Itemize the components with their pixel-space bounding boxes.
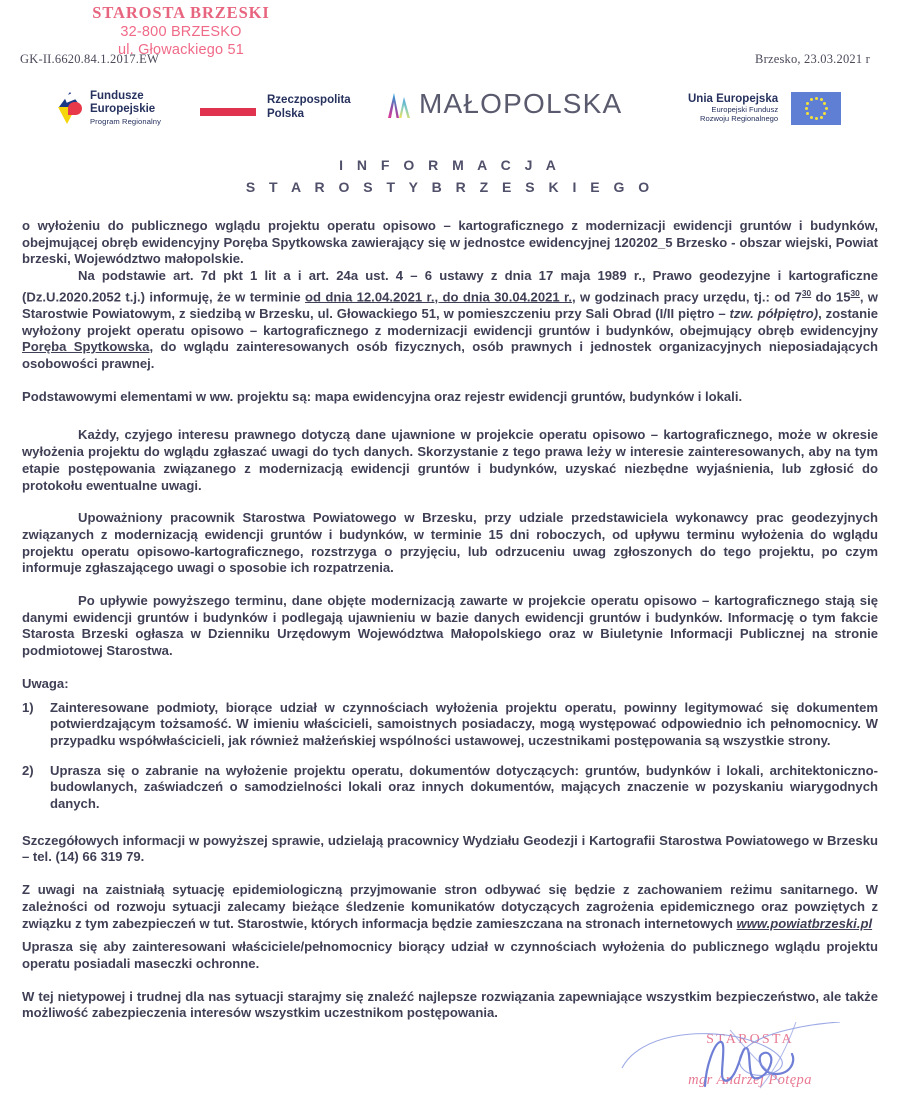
eu-star-icon [805,107,808,110]
unia-europejska-logo [688,92,841,125]
page-title [0,155,900,198]
note-marker-2: 2) [22,762,34,778]
letterhead-postal: 32-800 BRZESKO [120,23,242,40]
paragraph-elements: Podstawowymi elementami w ww. projektu są: mapa ewidencyjna oraz rejestr ewidencji gruntów, budynków i lokali. [22,388,743,404]
p2-part-e: , zostanie wyłożony projekt operatu opisowo – kartograficznego z modernizacji ewidencji gruntów i budynków, obejmujący obręb ewidencyjny [22,305,878,338]
p6-text: Po upływie powyższego terminu, dane objęte modernizacją zawarte w projekcie operatu opisowo – kartograficznego stają się danymi ewidencji gruntów i budynków i podlegają ujawnieniu w bazie danych ewidencji gruntów i budynków. Informację o tym fakcie Starosta Brzeski ogłasza w Dzienniku Urzędowym Województwa Małopolskiego oraz w Biuletynie Informacji Publicznej na stronie podmiotowej Starostwa. [22,593,878,659]
paragraph-contact: Szczegółowych informacji w powyższej sprawie, udzielają pracownicy Wydziału Geodezji i Kartografii Starostwa Powiatowego w Brzesku – tel. (14) 66 319 79. [22,832,878,865]
document-body [22,218,878,1022]
paragraph-masks: Uprasza się aby zainteresowani właściciele/pełnomocnicy biorący udział w czynnościach wyłożenia do publicznego wglądu projektu operatu posiadali maseczki ochronne. [22,939,878,971]
reference-number: GK-II.6620.84.1.2017.EW [20,52,159,66]
paragraph-legal-basis [22,268,878,373]
unia-europejska-line3: Rozwoju Regionalnego [700,114,779,124]
rzeczpospolita-line2: Polska [267,107,305,120]
rzeczpospolita-polska-logo [200,94,351,121]
p2-part-a: Na podstawie art. 7d pkt 1 lit a i art. 24a ust. 4 – 6 ustawy z dnia 17 maja 1989 r., Prawo geodezyjne i kartograficzne (Dz.U.2020.2052 t.j.) informuję, że w terminie [22,268,878,305]
letterhead [16,4,346,59]
page-title-line1: I N F O R M A C J A [339,157,561,173]
p2-precinct-name: Poręba Spytkowska [22,339,150,355]
p4-text: Każdy, czyjego interesu prawnego dotyczą dane ujawnione w projekcie operatu opisowo – kartograficznego, może w okresie wyłożenia projektu do wglądu zgłaszać uwagi do tych danych. Skorzystanie z tego prawa leży w interesie zainteresowanych, aby na tym etapie postępowania związanego z modernizacją ewidencji gruntów i budynków, uzyskać niezbędne wyjaśnienia, lub zgłosić do protokołu ewentualne uwagi. [22,427,878,493]
eu-funding-logo-bar [0,88,900,140]
fundusze-europejskie-mark-icon [58,91,83,125]
eu-star-icon [823,102,826,105]
p2-sup-end: 30 [850,287,860,298]
fundusze-europejskie-logo [58,90,161,127]
list-item [22,762,878,813]
paragraph-epidemic [22,882,878,932]
p2-part-f: , do wglądu zainteresowanych osób fizycznych, osób prawnych i jednostek organizacyjnych nieposiadających osobowości prawnej. [22,339,878,371]
eu-star-icon [810,116,813,119]
eu-star-icon [815,97,818,100]
letterhead-office-name: STAROSTA BRZESKI [92,3,270,22]
paragraph-authorized-employee [22,510,878,577]
list-item [22,699,878,750]
eu-star-icon [815,117,818,120]
signature-title: STAROSTA [706,1032,794,1047]
note-text-1: Zainteresowane podmioty, biorące udział w czynnościach wyłożenia projektu operatu, powinny legitymować się dokumentem potwierdzającym tożsamość. W imieniu właścicieli, samoistnych posiadaczy, mogą występować odpowiednio ich pełnomocnicy. W przypadku współwłaścicieli, jak również małżeńskiej wspólności ustawowej, uczestnikami postępowania są wszystkie strony. [50,699,878,748]
malopolska-wordmark: MAŁOPOLSKA [419,88,623,119]
p2-italic: tzw. półpiętro) [729,305,819,321]
polish-flag-icon [200,99,256,116]
eu-star-icon [810,98,813,101]
powiatbrzeski-link[interactable]: www.powiatbrzeski.pl [736,915,873,931]
eu-star-icon [825,107,828,110]
note-text-2: Uprasza się o zabranie na wyłożenie projektu operatu, dokumentów dotyczących: gruntów, budynków i lokali, architektoniczno-budowlanych, zaświadczeń o samodzielności lokali oraz innych dokumentów, mających znaczenie w pozyskaniu wiarygodnych danych. [50,762,878,812]
eu-star-icon [820,98,823,101]
p2-part-d: , w Starostwie Powiatowym, z siedzibą w Brzesku, ul. Głowackiego 51, w pomieszczeniu przy Sali Obrad (I/II piętro – [22,289,878,321]
paragraph-after-deadline [22,593,878,660]
notes-heading: Uwaga: [22,675,69,691]
p2-dates: od dnia 12.04.2021 r., do dnia 30.04.2021 r., [305,289,576,305]
eu-star-icon [820,116,823,119]
fundusze-europejskie-line3: Program Regionalny [90,117,162,127]
eu-star-icon [823,112,826,115]
malopolska-mark-icon [386,89,412,119]
fundusze-europejskie-line2: Europejskie [90,103,156,116]
paragraph-closing: W tej nietypowej i trudnej dla nas sytuacji starajmy się znaleźć najlepsze rozwiązania zapewniające wszystkim bezpieczeństwo, ale także możliwość zabezpieczenia interesów wszystkim uczestnikom postępowania. [22,988,878,1021]
signature-block [610,1022,890,1102]
unia-europejska-line2: Europejski Fundusz [711,105,779,115]
unia-europejska-line1: Unia Europejska [688,93,779,106]
rzeczpospolita-line1: Rzeczpospolita [267,94,351,106]
eu-flag-icon [791,92,841,125]
page-title-line2: S T A R O S T Y B R Z E S K I E G O [245,178,655,195]
eu-star-icon [806,102,809,105]
eu-star-icon [806,112,809,115]
p5-text: Upoważniony pracownik Starostwa Powiatowego w Brzesku, przy udziale przedstawiciela wykonawcy prac geodezyjnych związanych z modernizacją ewidencji gruntów i budynków, w terminie 15 dni roboczych, od upływu terminu wyłożenia do wglądu projektu operatu opisowo-kartograficznego, rozstrzyga o przyjęciu, lub odrzuceniu uwag zgłoszonych do tego projektu, po czym informuje zgłaszającego uwagi o sposobie ich rozpatrzenia. [22,510,878,576]
p2-part-b: w godzinach pracy urzędu, tj.: od 7 [575,289,802,305]
note-marker-1: 1) [22,699,34,715]
place-and-date: Brzesko, 23.03.2021 r [755,52,870,66]
paragraph-intro: o wyłożeniu do publicznego wglądu projektu operatu opisowo – kartograficznego z modernizacji ewidencji gruntów i budynków, obejmującej obręb ewidencyjny Poręba Spytkowska zawierający się w jednostce ewidencyjnej 120202_5 Brzesko - obszar wiejski, Powiat brzeski, Województwo małopolskie. [22,218,878,267]
p2-sup-start: 30 [801,287,812,298]
letterhead-street: ul. Głowackiego 51 [117,42,245,59]
fundusze-europejskie-line1: Fundusze [90,90,144,102]
malopolska-logo [386,88,622,120]
notes-list [22,700,878,813]
p2-part-c: do 15 [811,289,851,305]
signature-name: mgr Andrzej Potępa [688,1072,812,1088]
p8-text: Z uwagi na zaistniałą sytuację epidemiologiczną przyjmowanie stron odbywać się będzie z zachowaniem reżimu sanitarnego. W zależności od rozwoju sytuacji zalecamy bieżące śledzenie komunikatów dotyczących zagrożenia epidemicznego oraz powziętych z związku z tym zabezpieczeń w tut. Starostwie, których informacja będzie zamieszczana na stronach internetowych [22,882,878,931]
paragraph-comments [22,427,878,494]
